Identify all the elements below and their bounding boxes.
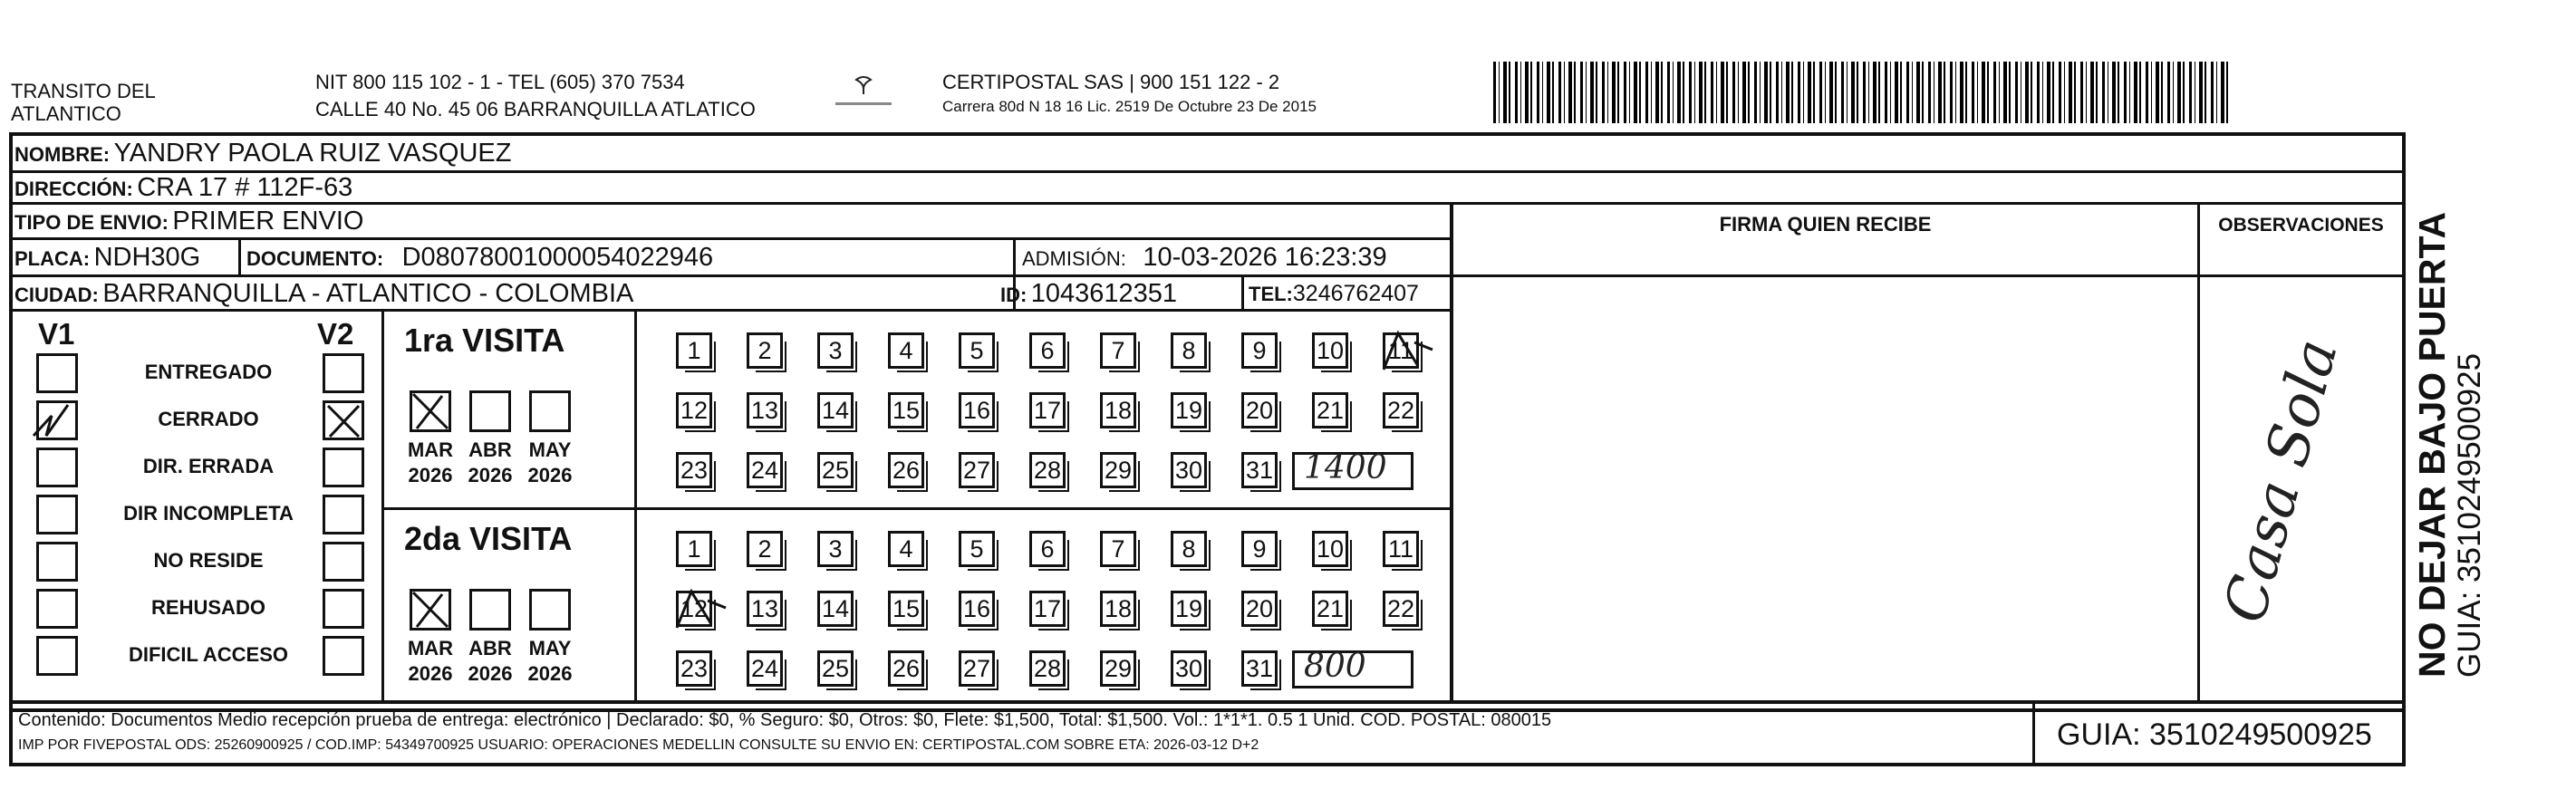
day-number: 23 [680,655,709,682]
v1-checkbox[interactable] [36,448,78,487]
month-checkbox[interactable] [469,589,511,631]
day-number: 15 [892,397,921,424]
day-box[interactable] [1029,332,1066,369]
status-label: DIFICIL ACCESO [128,643,288,666]
year-label: 2026 [527,662,573,685]
day-box[interactable] [888,332,924,369]
month-checkbox[interactable] [529,390,571,432]
day-number: 22 [1386,595,1415,622]
day-box[interactable] [1100,531,1136,567]
courier-line1: CERTIPOSTAL SAS | 900 151 122 - 2 [942,71,1280,93]
month-checkbox[interactable] [410,390,451,432]
tel-label: TEL: [1249,283,1293,305]
month-label: MAR [407,438,454,461]
company-name-line1: TRANSITO DEL [11,80,156,102]
day-box[interactable] [817,332,854,369]
time-box[interactable] [1292,650,1413,688]
admision-field [1022,241,1387,278]
day-number: 29 [1104,655,1133,682]
day-box[interactable] [676,650,712,687]
month-label: ABR [468,438,512,461]
day-box[interactable] [1171,591,1207,627]
v1-checkbox[interactable] [36,589,78,629]
day-box[interactable] [1312,531,1348,567]
firma-area [1453,239,2197,701]
v2-checkbox[interactable] [323,400,364,440]
day-number: 31 [1245,457,1274,484]
day-number: 22 [1386,397,1415,424]
day-number: 5 [970,337,984,364]
day-number: 5 [970,535,984,563]
day-box[interactable] [676,452,712,488]
day-box[interactable] [1241,650,1278,687]
direccion-label: DIRECCIÓN: [14,178,133,200]
day-number: 8 [1182,535,1196,563]
company-name [11,80,156,125]
month-label: MAY [528,637,572,659]
status-label: ENTREGADO [144,361,273,383]
v1-checkbox[interactable] [36,353,78,393]
day-box[interactable] [1029,591,1066,627]
day-box[interactable] [1100,452,1136,488]
day-number: 21 [1316,595,1345,622]
v2-checkbox[interactable] [323,542,364,582]
day-box[interactable] [1312,332,1348,369]
v1-checkbox[interactable] [36,495,78,534]
day-number: 3 [828,535,843,563]
day-box[interactable] [1312,392,1348,428]
visit-title: 1ra VISITA [404,322,565,359]
nombre-label: NOMBRE: [14,143,111,166]
day-box[interactable] [676,591,712,627]
day-number: 14 [821,595,850,622]
day-number: 14 [821,397,850,424]
day-box[interactable] [676,531,712,567]
day-number: 23 [680,457,709,484]
id-value: 1043612351 [1030,279,1178,308]
day-number: 7 [1111,337,1125,364]
day-number: 29 [1104,457,1133,484]
day-box[interactable] [817,591,854,627]
day-box[interactable] [959,452,995,488]
year-label: 2026 [408,662,453,685]
day-box[interactable] [1171,452,1207,488]
day-box[interactable] [1029,392,1066,428]
day-box[interactable] [676,392,712,428]
time-handwritten: 800 [1304,648,1366,685]
v2-checkbox[interactable] [323,495,364,534]
v2-checkbox[interactable] [323,448,364,487]
month-checkbox[interactable] [410,589,451,631]
day-number: 8 [1182,337,1196,364]
day-box[interactable] [959,392,995,428]
day-number: 1 [687,535,701,563]
v2-checkbox[interactable] [323,589,364,629]
day-box[interactable] [676,332,712,369]
ciudad-label: CIUDAD: [14,284,99,306]
documento-field [246,241,713,278]
day-box[interactable] [1171,332,1207,369]
status-label: NO RESIDE [153,549,264,572]
day-box[interactable] [747,650,783,687]
day-box[interactable] [817,452,854,488]
day-box[interactable] [959,531,995,567]
day-box[interactable] [1383,392,1419,428]
day-number: 18 [1104,397,1133,424]
v2-checkbox[interactable] [323,636,364,676]
day-box[interactable] [817,392,854,428]
day-number: 4 [899,535,913,563]
day-number: 16 [962,595,991,622]
day-number: 10 [1316,535,1345,563]
firma-header: FIRMA QUIEN RECIBE [1719,213,1932,236]
day-box[interactable] [1383,591,1419,627]
day-number: 30 [1174,457,1203,484]
day-number: 10 [1316,337,1345,364]
day-number: 15 [892,595,921,622]
v1-header: V1 [38,317,75,351]
day-number: 31 [1245,655,1274,682]
day-box[interactable] [959,591,995,627]
day-number: 28 [1033,655,1062,682]
day-number: 6 [1040,535,1055,563]
day-number: 18 [1104,595,1133,622]
day-number: 27 [962,457,991,484]
day-number: 11 [1387,535,1414,563]
v2-header: V2 [317,317,354,351]
nombre-value: YANDRY PAOLA RUIZ VASQUEZ [113,139,512,168]
day-box[interactable] [817,650,854,687]
day-box[interactable] [1383,332,1419,369]
day-box[interactable] [1100,591,1136,627]
month-label: MAR [407,637,454,659]
day-number: 13 [750,595,779,622]
day-number: 11 [1387,337,1414,364]
day-box[interactable] [888,650,924,687]
placa-field [14,241,200,278]
day-number: 4 [899,337,913,364]
side-warning [2412,134,2488,678]
direccion-value: CRA 17 # 112F-63 [137,173,353,202]
v1-checkbox[interactable] [36,542,78,582]
day-number: 26 [892,655,921,682]
nit-line: NIT 800 115 102 - 1 - TEL (605) 370 7534 [315,71,685,93]
v1-checkbox[interactable] [36,400,78,440]
tel-value: 3246762407 [1292,281,1419,306]
day-number: 17 [1033,397,1062,424]
tipo-envio-value: PRIMER ENVIO [172,207,364,236]
day-number: 24 [750,457,779,484]
day-box[interactable] [1100,650,1136,687]
day-box[interactable] [1100,332,1136,369]
day-box[interactable] [1241,392,1278,428]
day-number: 19 [1174,397,1203,424]
day-number: 25 [821,655,850,682]
day-box[interactable] [1171,392,1207,428]
day-box[interactable] [1312,591,1348,627]
company-contact [315,71,756,120]
barcode [1493,62,2229,123]
day-number: 19 [1174,595,1203,622]
v2-checkbox[interactable] [323,353,364,393]
observations-area [2200,239,2402,701]
day-number: 20 [1245,397,1274,424]
nombre-row [14,137,511,174]
day-box[interactable] [1029,531,1066,567]
day-box[interactable] [1241,332,1278,369]
footer-guia: GUIA: 3510249500925 [2057,717,2372,752]
day-number: 1 [687,337,701,364]
day-box[interactable] [1383,531,1419,567]
company-name-line2: ATLANTICO [11,102,121,125]
day-number: 30 [1174,655,1203,682]
footer-contenido: Contenido: Documentos Medio recepción prueba de entrega: electrónico | Declarado: $0, % Seguro: $0, Otros: $0, Flete: $1,500, Total: $1,500. Vol.: 1*1*1. 0.5 1 Unid. COD. POSTAL: 080015 [18,710,1552,730]
month-label: ABR [468,637,512,659]
status-label: DIR INCOMPLETA [123,502,294,525]
day-box[interactable] [1241,531,1278,567]
year-label: 2026 [468,662,513,685]
documento-value: D08078001000054022946 [401,243,714,272]
placa-value: NDH30G [93,243,201,272]
day-number: 2 [757,535,772,563]
observations-note: Casa Sola [2211,332,2351,630]
status-label: DIR. ERRADA [142,455,275,477]
day-number: 25 [821,457,850,484]
time-handwritten: 1400 [1304,449,1387,486]
documento-label: DOCUMENTO: [246,247,384,270]
day-box[interactable] [959,332,995,369]
day-number: 7 [1111,535,1125,563]
day-box[interactable] [747,531,783,567]
tipo-envio-row [14,205,363,242]
courier-line2: Carrera 80d N 18 16 Lic. 2519 De Octubre 23 De 2015 [942,98,1317,115]
time-box[interactable] [1292,449,1413,490]
day-number: 24 [750,655,779,682]
ciudad-value: BARRANQUILLA - ATLANTICO - COLOMBIA [102,279,634,308]
observaciones-header: OBSERVACIONES [2218,215,2384,236]
year-label: 2026 [408,464,453,486]
id-field [1000,277,1177,314]
ciudad-field [14,277,633,314]
day-number: 26 [892,457,921,484]
admision-label: ADMISIÓN: [1022,247,1126,270]
tipo-envio-label: TIPO DE ENVIO: [14,211,169,234]
day-box[interactable] [747,392,783,428]
day-number: 3 [828,337,843,364]
id-label: ID: [1000,284,1028,306]
day-box[interactable] [1029,452,1066,488]
status-label: REHUSADO [151,596,265,619]
side-warning-guia: GUIA: 3510249500925 [2452,352,2487,678]
day-number: 16 [962,397,991,424]
day-number: 12 [680,397,709,424]
day-box[interactable] [1171,531,1207,567]
day-number: 17 [1033,595,1062,622]
day-box[interactable] [888,531,924,567]
day-number: 27 [962,655,991,682]
tel-field [1249,277,1419,313]
day-number: 28 [1033,457,1062,484]
day-number: 13 [750,397,779,424]
day-box[interactable] [959,650,995,687]
month-checkbox[interactable] [469,390,511,432]
month-label: MAY [528,438,572,461]
year-label: 2026 [468,464,513,486]
day-box[interactable] [1100,392,1136,428]
day-number: 6 [1040,337,1055,364]
day-box[interactable] [1171,650,1207,687]
month-checkbox[interactable] [529,589,571,631]
side-warning-title: NO DEJAR BAJO PUERTA [2411,211,2453,678]
day-number: 12 [680,595,709,622]
day-box[interactable] [747,332,783,369]
day-box[interactable] [888,392,924,428]
day-number: 20 [1245,595,1274,622]
address-line: CALLE 40 No. 45 06 BARRANQUILLA ATLATICO [315,98,756,120]
admision-value: 10-03-2026 16:23:39 [1143,243,1387,272]
day-number: 2 [757,337,772,364]
placa-label: PLACA: [14,247,91,270]
courier-logo-icon [832,74,895,114]
day-box[interactable] [1029,650,1066,687]
day-box[interactable] [817,531,854,567]
year-label: 2026 [527,464,573,486]
direccion-row [14,171,352,208]
day-box[interactable] [747,452,783,488]
day-box[interactable] [888,591,924,627]
day-box[interactable] [1241,591,1278,627]
day-number: 9 [1252,337,1267,364]
day-box[interactable] [1241,452,1278,488]
visit-title: 2da VISITA [404,520,573,557]
day-number: 21 [1316,397,1345,424]
courier-info [942,71,1317,117]
day-number: 9 [1252,535,1267,563]
day-box[interactable] [747,591,783,627]
status-label: CERRADO [158,408,259,430]
day-box[interactable] [888,452,924,488]
footer-imp: IMP POR FIVEPOSTAL ODS: 25260900925 / COD.IMP: 54349700925 USUARIO: OPERACIONES MEDELLIN CONSULTE SU ENVIO EN: CERTIPOSTAL.COM SOBRE ETA: 2026-03-12 D+2 [18,737,1259,753]
v1-checkbox[interactable] [36,636,78,676]
